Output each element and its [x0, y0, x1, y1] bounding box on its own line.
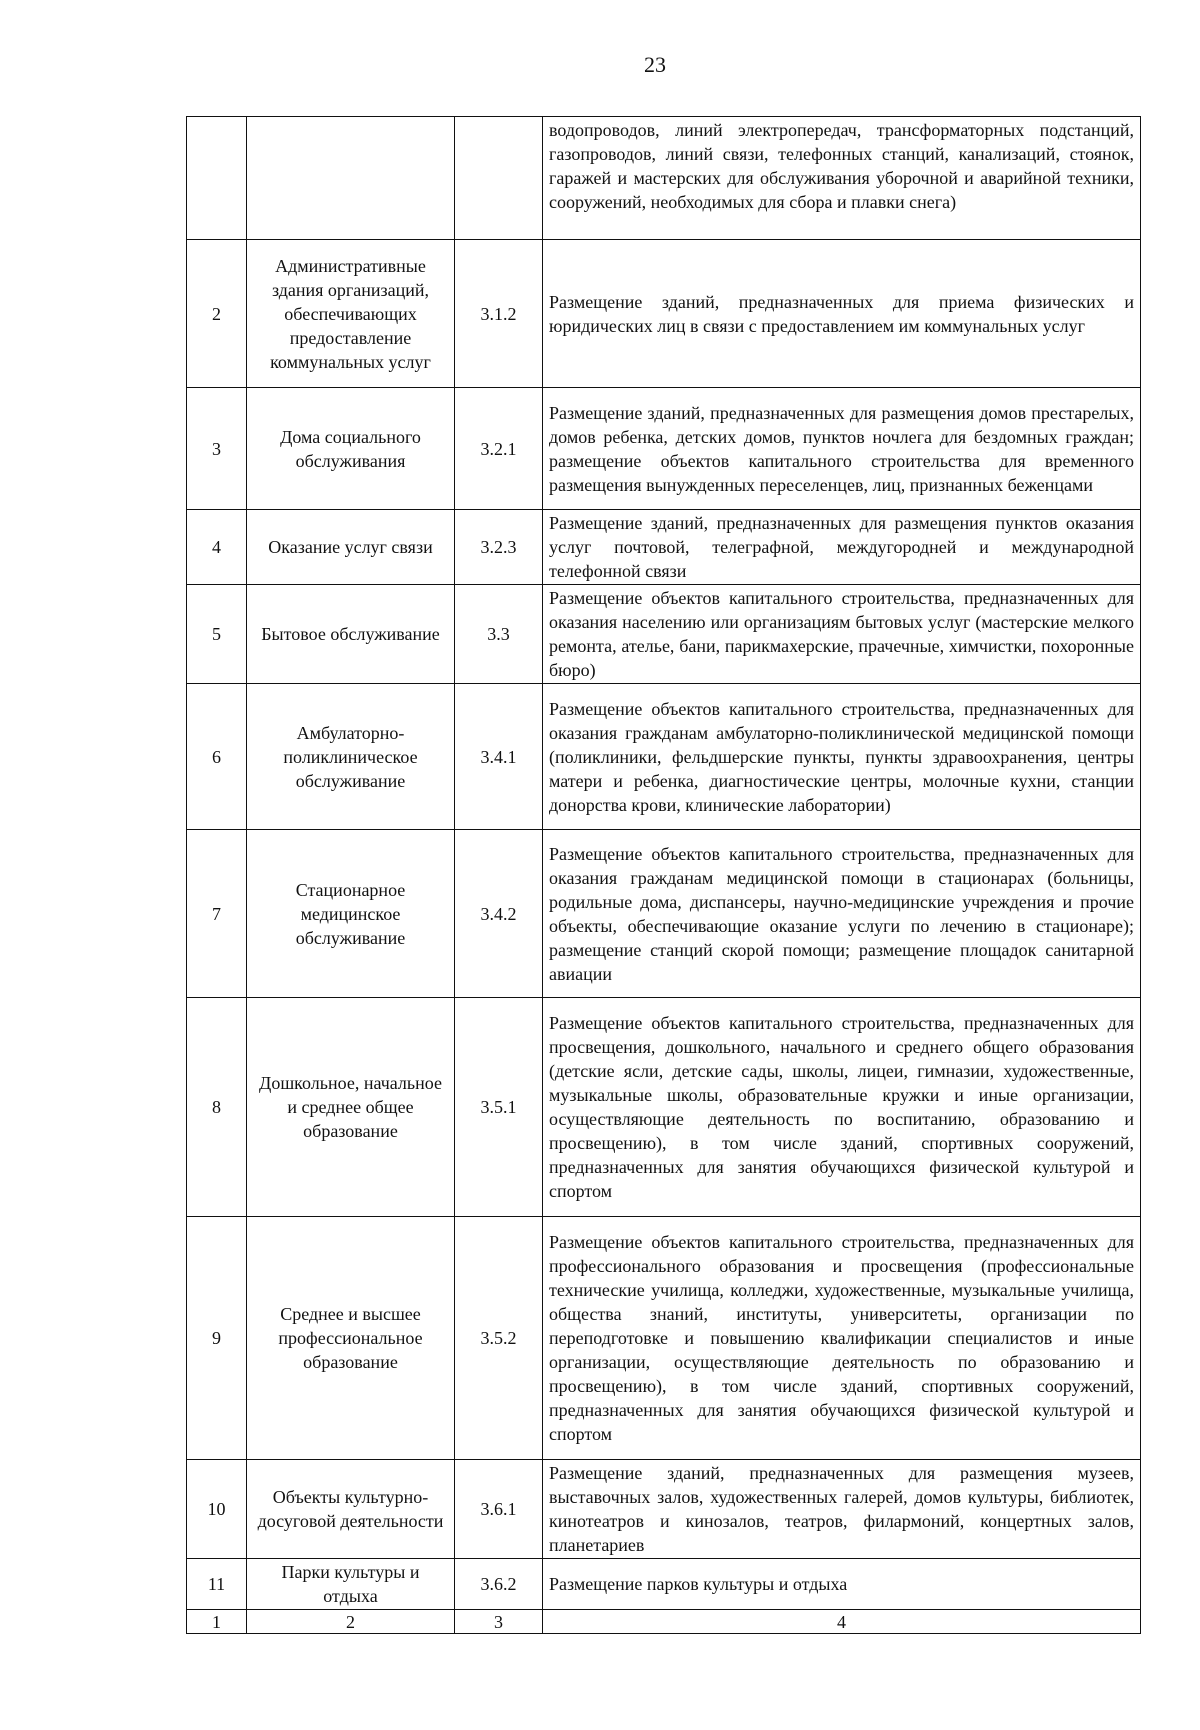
cell-description: Размещение зданий, предназначенных для размещения пунктов оказания услуг почтовой, телеграфной, междугородней и международной телефонной связи [543, 510, 1141, 585]
cell-num: 11 [187, 1559, 247, 1610]
cell-description: Размещение объектов капитального строительства, предназначенных для оказания гражданам амбулаторно-поликлинической медицинской помощи (поликлиники, фельдшерские пункты, пункты здравоохранения, центры матери и ребенка, диагностические центры, молочные кухни, станции донорства крови, клинические лаборатории) [543, 684, 1141, 830]
cell-code [455, 117, 543, 240]
cell-name: Стационарное медицинское обслуживание [247, 830, 455, 998]
page-number: 23 [644, 52, 666, 77]
table-row-continuation [187, 117, 1141, 240]
cell-code: 3.4.1 [455, 684, 543, 830]
land-use-table [186, 116, 1141, 1634]
cell-num: 8 [187, 998, 247, 1217]
table-row [187, 998, 1141, 1217]
cell-code: 3.6.2 [455, 1559, 543, 1610]
cell-num: 6 [187, 684, 247, 830]
column-number: 3 [455, 1610, 543, 1634]
table-row [187, 1460, 1141, 1559]
table-row [187, 684, 1141, 830]
cell-name: Объекты культурно-досуговой деятельности [247, 1460, 455, 1559]
cell-code: 3.2.3 [455, 510, 543, 585]
cell-name: Дома социального обслуживания [247, 388, 455, 510]
cell-num: 4 [187, 510, 247, 585]
cell-code: 3.6.1 [455, 1460, 543, 1559]
cell-description: Размещение объектов капитального строительства, предназначенных для оказания населению или организациям бытовых услуг (мастерские мелкого ремонта, ателье, бани, парикмахерские, прачечные, химчистки, похоронные бюро) [543, 585, 1141, 684]
cell-description: Размещение зданий, предназначенных для приема физических и юридических лиц в связи с предоставлением им коммунальных услуг [543, 240, 1141, 388]
column-number: 4 [543, 1610, 1141, 1634]
table-row [187, 585, 1141, 684]
table-row [187, 388, 1141, 510]
cell-code: 3.3 [455, 585, 543, 684]
cell-description: Размещение зданий, предназначенных для размещения домов престарелых, домов ребенка, детских домов, пунктов ночлега для бездомных граждан; размещение объектов капитального строительства для временного размещения вынужденных переселенцев, лиц, признанных беженцами [543, 388, 1141, 510]
cell-name [247, 117, 455, 240]
cell-num: 10 [187, 1460, 247, 1559]
cell-name: Бытовое обслуживание [247, 585, 455, 684]
cell-description: Размещение объектов капитального строительства, предназначенных для профессионального образования и просвещения (профессиональные технические училища, колледжи, художественные, музыкальные училища, общества знаний, институты, университеты, организации по переподготовке и повышению квалификации специалистов и иные организации, осуществляющие деятельность по образованию и просвещению), в том числе зданий, спортивных сооружений, предназначенных для занятия обучающихся физической культурой и спортом [543, 1217, 1141, 1460]
cell-code: 3.4.2 [455, 830, 543, 998]
cell-num: 5 [187, 585, 247, 684]
table-row [187, 1559, 1141, 1610]
cell-num: 9 [187, 1217, 247, 1460]
column-number: 2 [247, 1610, 455, 1634]
cell-name: Оказание услуг связи [247, 510, 455, 585]
cell-name: Дошкольное, начальное и среднее общее образование [247, 998, 455, 1217]
cell-code: 3.5.2 [455, 1217, 543, 1460]
cell-description: водопроводов, линий электропередач, трансформаторных подстанций, газопроводов, линий связи, телефонных станций, канализаций, стоянок, гаражей и мастерских для обслуживания уборочной и аварийной техники, сооружений, необходимых для сбора и плавки снега) [543, 117, 1141, 240]
cell-code: 3.5.1 [455, 998, 543, 1217]
cell-num: 2 [187, 240, 247, 388]
cell-description: Размещение парков культуры и отдыха [543, 1559, 1141, 1610]
cell-name: Амбулаторно-поликлиническое обслуживание [247, 684, 455, 830]
cell-description: Размещение объектов капитального строительства, предназначенных для просвещения, дошкольного, начального и среднего общего образования (детские ясли, детские сады, школы, лицеи, гимназии, художественные, музыкальные школы, образовательные кружки и иные организации, осуществляющие деятельность по воспитанию, образованию и просвещению), в том числе зданий, спортивных сооружений, предназначенных для занятия обучающихся физической культурой и спортом [543, 998, 1141, 1217]
cell-name: Административные здания организаций, обеспечивающих предоставление коммунальных услуг [247, 240, 455, 388]
cell-num: 7 [187, 830, 247, 998]
table-row [187, 830, 1141, 998]
column-numbers-row [187, 1610, 1141, 1634]
column-number: 1 [187, 1610, 247, 1634]
table-row [187, 510, 1141, 585]
cell-name: Парки культуры и отдыха [247, 1559, 455, 1610]
cell-num [187, 117, 247, 240]
cell-description: Размещение объектов капитального строительства, предназначенных для оказания гражданам медицинской помощи в стационарах (больницы, родильные дома, диспансеры, научно-медицинские учреждения и прочие объекты, обеспечивающие оказание услуги по лечению в стационаре); размещение станций скорой помощи; размещение площадок санитарной авиации [543, 830, 1141, 998]
cell-code: 3.1.2 [455, 240, 543, 388]
table-row [187, 240, 1141, 388]
cell-code: 3.2.1 [455, 388, 543, 510]
table-row [187, 1217, 1141, 1460]
cell-name: Среднее и высшее профессиональное образование [247, 1217, 455, 1460]
cell-description: Размещение зданий, предназначенных для размещения музеев, выставочных залов, художественных галерей, домов культуры, библиотек, кинотеатров и кинозалов, театров, филармоний, концертных залов, планетариев [543, 1460, 1141, 1559]
cell-num: 3 [187, 388, 247, 510]
